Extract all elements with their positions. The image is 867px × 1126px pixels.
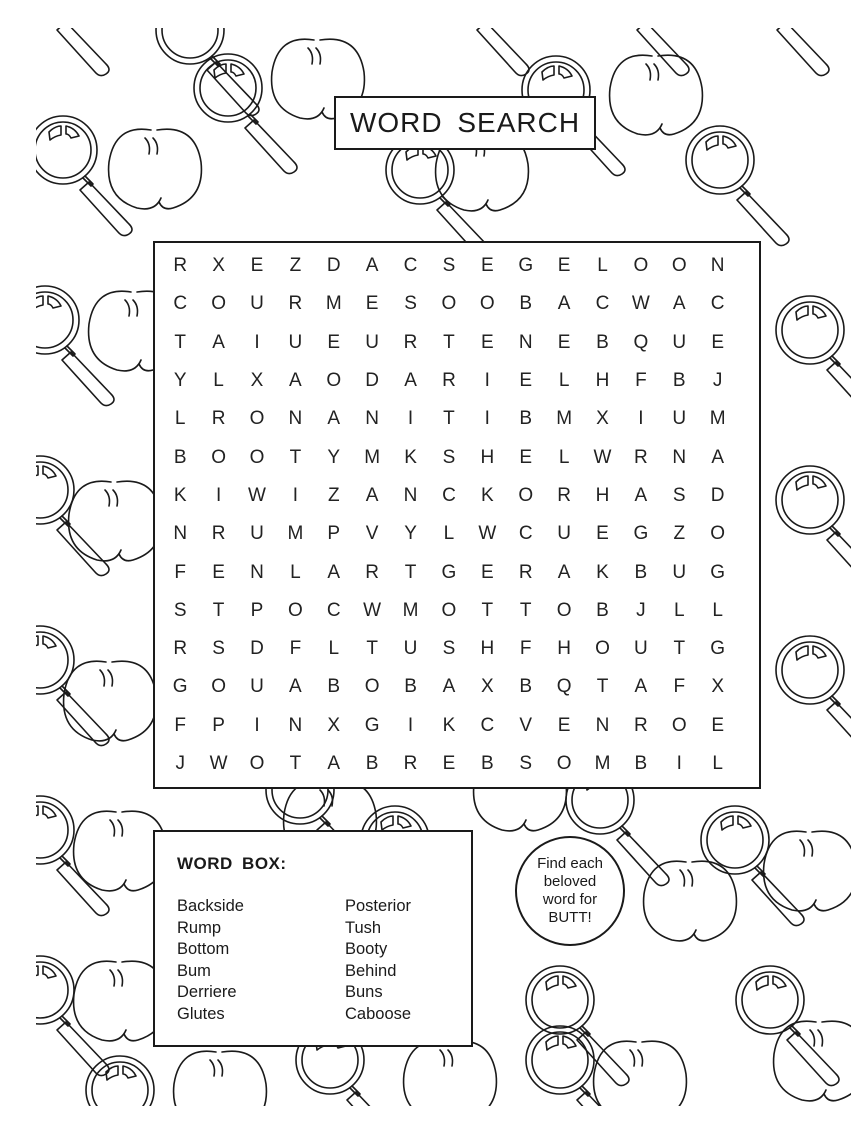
grid-letter[interactable]: Z xyxy=(673,523,686,545)
grid-letter[interactable]: X xyxy=(596,408,609,430)
grid-letter[interactable]: U xyxy=(403,638,418,660)
grid-letter[interactable]: I xyxy=(638,408,644,430)
grid-letter[interactable]: I xyxy=(484,408,490,430)
grid-letter[interactable]: K xyxy=(480,484,494,506)
grid-letter[interactable]: O xyxy=(249,408,265,430)
grid-letter[interactable]: K xyxy=(173,484,187,506)
grid-letter[interactable]: A xyxy=(442,676,456,698)
word-item: Buns xyxy=(345,983,383,1002)
word-list-left xyxy=(177,896,244,1026)
grid-letter[interactable]: S xyxy=(173,599,187,621)
grid-letter[interactable]: O xyxy=(479,293,495,315)
grid-letter[interactable]: B xyxy=(596,599,609,621)
grid-letter[interactable]: U xyxy=(672,331,687,353)
grid-letter[interactable]: O xyxy=(556,599,572,621)
grid-letter[interactable]: D xyxy=(710,484,725,506)
grid-letter[interactable]: O xyxy=(633,255,649,277)
grid-letter[interactable]: U xyxy=(365,331,380,353)
grid-letter[interactable]: D xyxy=(250,638,264,660)
grid-letter[interactable]: R xyxy=(442,370,456,392)
grid-letter[interactable]: X xyxy=(327,714,341,736)
grid-letter[interactable]: U xyxy=(672,561,687,583)
grid-letter[interactable]: F xyxy=(174,561,186,583)
grid-letter[interactable]: T xyxy=(289,753,302,774)
grid-letter[interactable]: Q xyxy=(633,331,649,353)
grid-letter[interactable]: R xyxy=(403,753,418,774)
word-item: Tush xyxy=(345,918,382,937)
grid-letter[interactable]: B xyxy=(596,331,609,353)
grid-letter[interactable]: T xyxy=(443,331,455,353)
grid-letter[interactable]: M xyxy=(402,599,419,621)
grid-letter[interactable]: L xyxy=(673,599,685,621)
grid-letter[interactable]: T xyxy=(174,331,186,353)
grid-letter[interactable]: T xyxy=(673,638,686,660)
grid-letter[interactable]: B xyxy=(634,753,648,774)
grid-letter[interactable]: H xyxy=(480,446,495,468)
grid-letter[interactable]: S xyxy=(212,638,225,660)
grid-letter[interactable]: L xyxy=(174,408,186,430)
grid-letter[interactable]: O xyxy=(211,676,226,698)
grid-letter[interactable]: O xyxy=(441,599,457,621)
grid-letter[interactable]: B xyxy=(519,293,533,315)
grid-letter[interactable]: C xyxy=(326,599,341,621)
grid-letter[interactable]: O xyxy=(364,676,380,698)
grid-letter[interactable]: T xyxy=(519,599,532,621)
word-item: Backside xyxy=(177,897,244,915)
grid-letter[interactable]: C xyxy=(403,255,418,277)
grid-letter[interactable]: R xyxy=(403,331,418,353)
grid-letter[interactable]: S xyxy=(672,484,686,506)
grid-letter[interactable]: U xyxy=(250,293,264,315)
grid-letter[interactable]: R xyxy=(211,523,226,545)
grid-letter[interactable]: E xyxy=(480,255,494,277)
grid-letter[interactable]: O xyxy=(249,753,265,774)
grid-letter[interactable]: R xyxy=(288,293,303,315)
grid-letter[interactable]: G xyxy=(633,523,649,545)
word-item: Glutes xyxy=(177,1004,225,1023)
grid-letter[interactable]: W xyxy=(363,599,382,621)
grid-letter[interactable]: O xyxy=(211,446,226,468)
grid-letter[interactable]: C xyxy=(595,293,610,315)
grid-letter[interactable]: L xyxy=(558,446,570,468)
grid-letter[interactable]: N xyxy=(518,331,533,353)
grid-letter[interactable]: E xyxy=(212,561,225,583)
grid-letter[interactable]: N xyxy=(365,408,380,430)
grid-letter[interactable]: H xyxy=(595,370,610,392)
grid-letter[interactable]: C xyxy=(480,714,495,736)
grid-letter[interactable]: G xyxy=(172,676,188,698)
grid-letter[interactable]: N xyxy=(250,561,264,583)
grid-letter[interactable]: E xyxy=(442,753,456,774)
word-item: Posterior xyxy=(345,897,412,915)
grid-letter[interactable]: B xyxy=(404,676,417,698)
grid-letter[interactable]: E xyxy=(365,293,379,315)
letter-grid xyxy=(161,247,737,783)
grid-letter[interactable]: F xyxy=(174,714,186,736)
grid-letter[interactable]: G xyxy=(441,561,457,583)
grid-letter[interactable]: O xyxy=(287,599,303,621)
grid-letter[interactable]: N xyxy=(595,714,610,736)
grid-letter[interactable]: T xyxy=(481,599,494,621)
grid-letter[interactable]: L xyxy=(213,370,224,392)
grid-letter[interactable]: A xyxy=(365,255,379,277)
grid-letter[interactable]: O xyxy=(595,638,610,660)
grid-letter[interactable]: U xyxy=(634,638,648,660)
grid-letter[interactable]: X xyxy=(212,255,225,277)
grid-letter[interactable]: E xyxy=(327,331,341,353)
grid-letter[interactable]: H xyxy=(557,638,571,660)
grid-letter[interactable]: Z xyxy=(289,255,302,277)
grid-letter[interactable]: B xyxy=(173,446,187,468)
grid-letter[interactable]: O xyxy=(211,293,226,315)
grid-letter[interactable]: K xyxy=(596,561,609,583)
grid-letter[interactable]: Q xyxy=(556,676,572,698)
grid-letter[interactable]: I xyxy=(407,408,414,430)
grid-letter[interactable]: O xyxy=(249,446,265,468)
grid-letter[interactable]: B xyxy=(672,370,686,392)
grid-letter[interactable]: V xyxy=(365,523,379,545)
grid-letter[interactable]: Y xyxy=(327,446,341,468)
word-box xyxy=(153,830,473,1047)
grid-letter[interactable]: R xyxy=(211,408,226,430)
grid-letter[interactable]: W xyxy=(631,293,650,315)
grid-letter[interactable]: X xyxy=(480,676,494,698)
grid-letter[interactable]: O xyxy=(671,714,687,736)
grid-letter[interactable]: I xyxy=(292,484,298,506)
word-item: Bum xyxy=(177,961,211,980)
word-item: Caboose xyxy=(345,1004,412,1023)
grid-letter[interactable]: E xyxy=(557,714,571,736)
grid-letter[interactable]: L xyxy=(712,753,723,774)
grid-letter[interactable]: S xyxy=(519,753,533,774)
grid-letter[interactable]: M xyxy=(287,523,304,545)
grid-letter[interactable]: J xyxy=(175,753,185,774)
grid-letter[interactable]: Z xyxy=(327,484,340,506)
grid-letter[interactable]: W xyxy=(248,484,266,506)
grid-letter[interactable]: N xyxy=(710,255,725,277)
grid-letter[interactable]: K xyxy=(442,714,456,736)
grid-letter[interactable]: B xyxy=(365,753,379,774)
grid-letter[interactable]: J xyxy=(712,370,723,392)
grid-letter[interactable]: W xyxy=(209,753,228,774)
grid-letter[interactable]: Y xyxy=(404,523,417,545)
grid-letter[interactable]: B xyxy=(634,561,648,583)
grid-letter[interactable]: N xyxy=(672,446,687,468)
grid-letter[interactable]: R xyxy=(634,714,648,736)
grid-letter[interactable]: E xyxy=(557,255,571,277)
grid-letter[interactable]: F xyxy=(673,676,686,698)
grid-letter[interactable]: I xyxy=(254,331,260,353)
grid-letter[interactable]: R xyxy=(173,638,188,660)
grid-letter[interactable]: A xyxy=(289,370,302,392)
grid-letter[interactable]: W xyxy=(478,523,497,545)
grid-letter[interactable]: T xyxy=(289,446,302,468)
grid-letter[interactable]: T xyxy=(404,561,417,583)
hint-text: Find each beloved word for BUTT! xyxy=(537,855,603,926)
grid-letter[interactable]: N xyxy=(288,714,303,736)
grid-letter[interactable]: M xyxy=(325,293,342,315)
grid-letter[interactable]: G xyxy=(710,561,726,583)
grid-letter[interactable]: R xyxy=(365,561,380,583)
grid-letter[interactable]: D xyxy=(326,255,341,277)
grid-letter[interactable]: T xyxy=(443,408,455,430)
grid-letter[interactable]: E xyxy=(557,331,571,353)
grid-letter[interactable]: S xyxy=(442,255,456,277)
grid-letter[interactable]: E xyxy=(480,561,494,583)
grid-letter[interactable]: U xyxy=(250,523,264,545)
hint-bubble xyxy=(515,836,625,946)
grid-letter[interactable]: M xyxy=(709,408,726,430)
word-item: Rump xyxy=(177,918,222,937)
grid-letter[interactable]: O xyxy=(326,370,342,392)
grid-letter[interactable]: L xyxy=(558,370,570,392)
grid-letter[interactable]: P xyxy=(327,523,341,545)
grid-letter[interactable]: A xyxy=(212,331,225,353)
grid-letter[interactable]: C xyxy=(710,293,725,315)
grid-letter[interactable]: X xyxy=(250,370,264,392)
grid-letter[interactable]: A xyxy=(557,293,571,315)
word-search-grid xyxy=(153,241,761,789)
grid-letter[interactable]: O xyxy=(518,484,534,506)
grid-letter[interactable]: R xyxy=(557,484,571,506)
word-item: Bottom xyxy=(177,940,230,959)
grid-letter[interactable]: A xyxy=(634,676,648,698)
grid-letter[interactable]: S xyxy=(404,293,417,315)
grid-letter[interactable]: E xyxy=(519,370,533,392)
grid-letter[interactable]: G xyxy=(518,255,534,277)
grid-letter[interactable]: E xyxy=(711,714,724,736)
grid-letter[interactable]: A xyxy=(634,484,648,506)
grid-letter[interactable]: A xyxy=(711,446,724,468)
grid-letter[interactable]: S xyxy=(442,446,456,468)
grid-letter[interactable]: J xyxy=(636,599,646,621)
grid-letter[interactable]: N xyxy=(288,408,303,430)
grid-letter[interactable]: A xyxy=(672,293,686,315)
grid-letter[interactable]: E xyxy=(596,523,609,545)
grid-letter[interactable]: A xyxy=(365,484,379,506)
grid-letter[interactable]: O xyxy=(671,255,687,277)
grid-letter[interactable]: P xyxy=(212,714,225,736)
grid-letter[interactable]: O xyxy=(710,523,726,545)
grid-letter[interactable]: X xyxy=(711,676,724,698)
grid-letter[interactable]: I xyxy=(484,370,490,392)
grid-letter[interactable]: M xyxy=(556,408,573,430)
grid-letter[interactable]: L xyxy=(290,561,301,583)
grid-letter[interactable]: R xyxy=(173,255,188,277)
word-item: Booty xyxy=(345,940,388,959)
grid-letter[interactable]: S xyxy=(442,638,456,660)
grid-letter[interactable]: H xyxy=(480,638,495,660)
grid-letter[interactable]: W xyxy=(593,446,612,468)
grid-letter[interactable]: V xyxy=(519,714,533,736)
grid-letter[interactable]: A xyxy=(289,676,302,698)
grid-letter[interactable]: E xyxy=(250,255,264,277)
grid-letter[interactable]: I xyxy=(215,484,222,506)
grid-letter[interactable]: D xyxy=(365,370,380,392)
grid-letter[interactable]: A xyxy=(404,370,417,392)
grid-letter[interactable]: A xyxy=(327,753,341,774)
grid-letter[interactable]: R xyxy=(634,446,648,468)
grid-letter[interactable]: Y xyxy=(173,370,187,392)
grid-letter[interactable]: T xyxy=(596,676,609,698)
grid-letter[interactable]: E xyxy=(480,331,494,353)
grid-letter[interactable]: C xyxy=(518,523,533,545)
grid-letter[interactable]: T xyxy=(212,599,225,621)
word-box-title: WORD BOX: xyxy=(177,854,287,873)
grid-letter[interactable]: B xyxy=(519,676,533,698)
word-item: Derriere xyxy=(177,983,237,1002)
grid-letter[interactable]: E xyxy=(519,446,533,468)
grid-letter[interactable]: U xyxy=(288,331,303,353)
grid-letter[interactable]: T xyxy=(366,638,378,660)
grid-letter[interactable]: A xyxy=(557,561,571,583)
grid-letter[interactable]: G xyxy=(364,714,380,736)
grid-letter[interactable]: M xyxy=(594,753,611,774)
grid-letter[interactable]: L xyxy=(328,638,340,660)
grid-letter[interactable]: U xyxy=(557,523,571,545)
grid-letter[interactable]: B xyxy=(327,676,341,698)
grid-letter[interactable]: O xyxy=(441,293,457,315)
grid-letter[interactable]: L xyxy=(443,523,455,545)
grid-letter[interactable]: R xyxy=(518,561,533,583)
grid-letter[interactable]: I xyxy=(254,714,260,736)
grid-letter[interactable]: L xyxy=(597,255,608,277)
grid-letter[interactable]: F xyxy=(289,638,302,660)
grid-letter[interactable]: E xyxy=(711,331,724,353)
grid-letter[interactable]: I xyxy=(676,753,682,774)
grid-letter[interactable]: C xyxy=(173,293,188,315)
word-list-right xyxy=(345,896,411,1026)
grid-letter[interactable]: B xyxy=(519,408,533,430)
grid-letter[interactable]: A xyxy=(327,408,341,430)
grid-letter[interactable]: K xyxy=(404,446,417,468)
word-item: Behind xyxy=(345,961,397,980)
grid-letter[interactable]: H xyxy=(595,484,610,506)
grid-letter[interactable]: N xyxy=(403,484,418,506)
grid-letter[interactable]: P xyxy=(250,599,264,621)
grid-letter[interactable]: F xyxy=(519,638,532,660)
grid-letter[interactable]: U xyxy=(672,408,687,430)
page-title: WORD SEARCH xyxy=(334,96,596,150)
grid-letter[interactable]: C xyxy=(442,484,456,506)
grid-letter[interactable]: N xyxy=(173,523,188,545)
grid-letter[interactable]: F xyxy=(635,370,647,392)
grid-letter[interactable]: U xyxy=(250,676,264,698)
grid-letter[interactable]: B xyxy=(480,753,494,774)
grid-letter[interactable]: A xyxy=(327,561,341,583)
grid-letter[interactable]: I xyxy=(407,714,414,736)
grid-letter[interactable]: M xyxy=(364,446,381,468)
grid-letter[interactable]: G xyxy=(710,638,726,660)
grid-letter[interactable]: O xyxy=(556,753,572,774)
grid-letter[interactable]: L xyxy=(712,599,723,621)
